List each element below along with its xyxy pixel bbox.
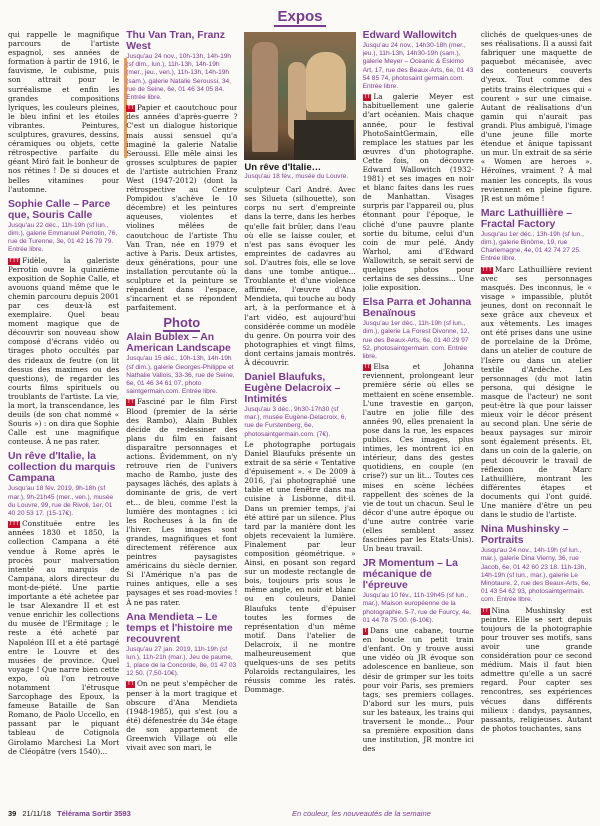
article-text: Marc Lathuillière revient avec ses personnages masqués. Des inconnus, le « visage » impassible, plutôt jeunes, dont on reconnaît le sexe grâce aux cheveux et aux vêtements. Les images ont été prises dans une usine de porcelaine de la Drôme, dans un atelier de couture de l'Isère ou dans un atelier textile d'Ardèche. Les personnages (du mot latin persona, qui désigne le masque de l'acteur) ne sont peut-être là que pour laisser mieux voir le décor présent au second plan. Une série de beaux paysages sur miroir sont également présents. Et, dans un coin de la galerie, on peut découvrir le travail de réflexion de Marc Lathuillière, montrant les différentes étapes et documents qui l'ont guidé. Une manière d'être un peu dans le studio de l'artiste. [480,264,593,520]
article-info: Jusqu'au 24 nov., 14h-19h (sf lun., mar.), galerie Dina Vierny, 36, rue Jacob, 6e, 01 42 60 23 18. 11h-13h, 14h-19h (sf lun., mar.), galerie Le Minotaure, 2, rue des Beaux-Arts, 6e, 01 43 54 62 93, photosaintgermain. com. Entrée libre. [480,547,591,604]
page-number: 39 [8,808,17,818]
article-text: Le photographe portugais Daniel Blaufuks présente un extrait de sa série « Tentative d'épuisement ». « De 2009 à 2016, j'ai photographié une table et une fenêtre dans ma cuisine à Lisbonne, dit-il. Dans un premier temps, j'ai été attiré par un silence. Plus tard par la manière dont les objets recevaient la lumière. Finalement par leur composition géométrique. » Ainsi, en posant son regard sur un modeste rectangle de bois, toujours pris sous le même angle, en noir et blanc ou en couleurs, Daniel Blaufuks tente d'épuiser toutes les formes de représentation d'un même motif. Dans l'atelier de Delacroix, il ne montre malheureusement que quelques-uns de ses petits Polaroïds rectangulaires, les réussis comme les ratés. Dommage. [244,439,356,695]
rating-badge: TT [363,364,371,371]
painting-image [244,32,355,160]
column-1 [8,30,119,798]
rating-badge: TTT [9,521,20,528]
column-3 [244,30,355,798]
article-text: Nina Mushinsky est peintre. Elle se sert depuis toujours de la photographie pour trouver ses motifs, sans avoir une grande considération pour ce second médium. Mais il faut bien admettre qu'elle a un sacré regard. Pour capter ses rencontres, ses expériences vécues dans différents milieux : dandys, paysannes, passants, religieuses. Autant de photos touchantes, sans [480,605,593,733]
rating-badge: TTT [9,257,20,264]
article-title: Sophie Calle – Parce que, Souris Calle [8,198,111,221]
rating-badge: TT [127,399,134,406]
article-info: Jusqu'au 27 jan. 2019, 11h-19h (sf lun.), 11h-21h (mar.), Jeu de paume, 1, place de la Concorde, 8e, 01 47 03 12 50. (7,50-10€). [126,645,237,678]
rating-badge: TT [363,94,371,101]
article-columns [8,30,592,798]
magazine-name: Télérama Sortir 3593 [56,808,131,818]
photo-section-header: Photo [163,315,201,331]
column-4 [363,30,474,798]
article-text: clichés de quelques-unes de ses réalisations. Il a aussi fait fabriquer une maquette de paquebot mécanisée, avec des conteneurs couverts d'yeux. Tout comme des petits trains électriques qui « courent » sur une cimaise. Autant de réalisations d'un gamin qui n'aurait pas grandi. Plus ambiguë, l'image d'une jeune fille morte étendue et ânique tapissant un mur. Un extrait de sa série « Women are heroes ». Héroïnes, vraiment ? À mal manier les concepts, ils vous reviennent en pleine figure. JR est un môme ! [480,30,593,203]
column-2 [126,30,237,798]
section-masthead [260,6,340,25]
image-caption-title: Un rêve d'Italie… [244,162,322,173]
article-info: Jusqu'au 15 déc., 10h-13h, 14h-19h (sf dim.), galerie Georges-Philippe et Nathalie Vallois, 33-36, rue de Seine, 6e, 01 46 34 61 07, photo saintgermain.com. Entrée libre. [126,355,235,396]
column-5 [481,30,592,798]
page-footer [8,806,592,820]
article-title: Nina Mushinsky – Portraits [480,524,569,547]
article-text: Fidèle, la galeriste Perrotin ouvre la quinzième exposition de Sophie Calle, et avouons quand même que le chemin parcouru depuis 2001 par ces deux-là est exemplaire. Quel beau moment magique que de découvrir son nouveau show composé d'écrans vidéo ou tirages photo occultés par des rideaux de feutre (on lit dessus des maximes ou des questions), de regarder les courts films spirituels ou troublants de l'artiste. La vie, la mort, la transcendance, les deuils (de son chat nommé « Souris ») : on dira que Sophie Calle est une magnifique conteuse. À ne pas rater. [8,255,120,447]
article-text: sculpteur Carl André. Avec ses Siluetа (silhouette), son corps nu sert d'empreinte dans la terre, dans les herbes qu'elle fait brûler, dans l'eau où elle se laisse couler, et n'est pas sans évoquer les empreintes de cadavres au sol. D'autres fois, elle se love dans une tombe antique... Troublante et d'une violence affirmée, l'œuvre d'Ana Mendieta, qui touche au body art, à la performance et à l'art vidéo, est aujourd'hui considérée comme un modèle du genre. On pourra voir des photographies et vingt films, dont certains jamais montrés. À découvrir. [244,185,356,367]
issue-date: 21/11/18 [22,808,51,818]
article-text: La galerie Meyer est habituellement une galerie d'art océanien. Mais chaque année, pour le festival PhotoSaintGermain, elle remplace les statues par les œuvres d'un photographe. Cette fois, on découvre Edward Wallowitch (1932-1981) et ses images en noir et blanc faites dans les rues de Manhattan. Visages surpris par l'appareil ou, plus étonnant pour l'époque, le cliché d'une pauvre plante sortie du bitume, celui d'un coin de mur pelé. Andy Warhol, ami d'Edward Wallowitch, se serait servi de quelques photos pour certains de ses dessins... Une jolie exposition. [362,92,474,293]
article-text: Constituée entre les années 1830 et 1850, la collection Campana a été vendue à Rome après le procès pour malversation intenté au marquis de Campana, alors directeur du mont-de-piété. Une partie importante a été achetée par le tsar Alexandre II et est venue enrichir les collections du musée de l'Ermitage ; le reste a été acheté par Napoléon III et a été partagé entre le Louvre et des musées de province. Quel voyage ! Que narre bien cette expo, où l'on retrouve notamment l'étrusque Sarcophage des Epoux, la fameuse Bataille de San Romano, de Paolo Uccello, en passant par le piquant tableau de Cotignola Girolamo Marchesi La Mort de Cléopâtre (vers 1540)... [8,519,120,756]
article-title: Daniel Blaufuks, Eugène Delacroix – Intimités [244,372,341,406]
article-text: Fasciné par le film First Blood (premier de la série des Rambo), Alain Bublex décide de redessiner des plans du film en faisant disparaître personnages et actions. Évidemment, on n'y retrouve rien de l'univers macho de Rambo, juste des paysages lâchés, des aplats à dominante de gris, de vert et... de bleu, comme l'est la lumière des montagnes : ici les Rocheuses à la fin de l'hiver. Les images sont grandes, magnifiques et font directement référence aux peintres paysagistes américains du siècle dernier. Si l'Amérique n'a pas de ruines antiques, elle a ses paysages et ses road-movies ! À ne pas rater. [126,397,238,607]
article-title: JR Momentum – La mécanique de l'épreuve [362,558,458,592]
article-info: Jusqu'au 24 nov., 14h30-18h (mer., jeu.), 11h-13h, 14h30-19h (sam.), galerie Meyer – Oceanic & Eskimo Art, 17, rue des Beaux-Arts, 6e, 01 43 54 85 74, photosaint germain.com. Entrée libre. [362,42,474,91]
section-title: Expos [274,8,325,27]
article-title: Edward Wallowitch [362,30,457,41]
footer-tagline: En couleur, les nouveautés de la semaine [291,808,431,818]
image-caption-info: Jusqu'au 18 fév., musée du Louvre. [244,173,349,181]
article-info: Jusqu'au 18 fév. 2019, 9h-18h (sf mar.), 9h-21h45 (mer., ven.), musée du Louvre, 99, rue de Rivoli, 1er, 01 40 20 53 17. (15-17€). [8,485,114,518]
article-info: Jusqu'au 1er déc., 11h-19h (sf lun., dim.), galerie La Forest Divonne, 12, rue des Beaux-Arts, 6e, 01 40 29 97 52, photosaintgermain. com. Entrée libre. [362,320,470,361]
rating-badge: TTT [481,266,492,273]
article-text: qui rappelle le magnifique parcours de l'artiste espagnol, ses années de formation à partir de 1916, le fauvisme, le cubisme, puis son attrait pour le surréalisme et enfin les grandes compositions lyriques, les couleurs pleines, le bleu infini et les étoiles vibrantes. Peintures, sculptures, gravures, dessins, céramiques ou objets, cette rétrospective parfaite du géant Miró fait le bonheur de nos rétines ! De si douces et belles vitamines pour l'automne. [8,30,120,194]
article-title: Un rêve d'Italie, la collection du marquis Campana [8,451,116,485]
rating-badge: TT [481,607,489,614]
rating-badge: T [363,628,367,635]
article-text: Elsa et Johanna reviennent, prolongeant leur première série où elles se mettaient en scène ensemble. L'une travestie en garçon, l'autre en jolie fille des années 90, elles prenaient la pose dans la rue, les espaces publics. Ces images, plus intimes, les montrent ici en intérieur, dans des gestes quotidiens, en couple (en crise?) sur un lit... Toutes ces mises en scène léchées rappellent des scènes de la vie de tout un chacun. Seul le décor d'une autre époque ou d'une autre contrée varie (elles semblent assez fascinées par les Etats-Unis). Un beau travail. [362,362,474,554]
article-info: Jusqu'au 24 nov., 10h-13h, 14h-19h (sf dim., lun.), 11h-13h, 14h-19h (mer., jeu., ven.), 11h-13h, 14h-19h (sam.), galerie Natalie Seroussi, 34, rue de Seine, 6e, 01 46 34 05 84. Entrée libre. [126,53,232,102]
article-title: Ana Mendieta – Le temps et l'histoire me recouvrent [126,611,233,645]
article-title: Elsa Parra et Johanna Benaïnous [362,297,472,320]
article-text: Dans une cabane, tourne en boucle un petit train d'enfant. On y trouve aussi une vidéo où JR évoque son adolescence en banlieue, son désir de grimper sur les toits pour voir Paris, ses premiers tags, ses premiers collages. D'abord sur les murs, puis sur les bateaux, les trains qui traversent le monde... Pour sa première exposition dans une institution, JR montre ici des [362,626,474,754]
article-info: Jusqu'au 22 déc., 11h-19h (sf lun., dim.), galerie Emmanuel Perrotin, 76, rue de Turenne, 3e, 01 42 16 79 79. Entrée libre. [8,221,118,254]
article-title: Marc Lathuillière – Fractal Factory [480,207,573,230]
article-text: On ne peut s'empêcher de penser à la mort tragique et obscure d'Ana Mendieta (1948-1985), qui s'est (ou a été) défenestrée du 34e étage de son appartement de Greenwich Village où elle vivait avec son mari, le [126,679,238,753]
article-info: Jusqu'au 10 fév., 11h-19h45 (sf lun., mar.), Maison européenne de la photographie, 5-7, rue de Fourcy, 4e, 01 44 78 75 00. (6-10€). [362,592,471,624]
article-title: Alain Bublex – An American Landscape [126,332,231,355]
article-info: Jusqu'au 1er déc., 13h-19h (sf lun., dim.), galerie Binôme, 19, rue Charlemagne, 4e, 01 42 74 27 25. Entrée libre. [480,230,584,263]
article-info: Jusqu'au 3 déc., 9h30-17h30 (sf mar.), musée Eugène-Delacroix, 6, rue de Furstenberg, 6e, photosaintgermain.com. (7€). [244,406,347,438]
article-title: Thu Van Tran, Franz West [126,30,225,52]
rating-badge: TT [127,105,134,112]
rating-badge: TT [127,681,134,688]
article-text: Papier et caoutchouc pour des années d'après-guerre ? C'est un dialogue historique mais aussi sensuel qu'a imaginé la galerie Natalie Seroussi. Elle mêle ainsi les grosses sculptures de papier de l'artiste autrichien Franz West (1947-2012) (dont la rétrospective au Centre Pompidou s'achève le 10 décembre) et les peintures aqueuses, violentes et violines mêlées de caoutchouc de l'artiste Thu Van Tran, née en 1979 et active à Paris. Deux artistes, deux générations, pour une installation percutante où la sculpture et la peinture se répandent dans l'espace, s'incarnent et se répondent parfaitement. [126,103,238,313]
